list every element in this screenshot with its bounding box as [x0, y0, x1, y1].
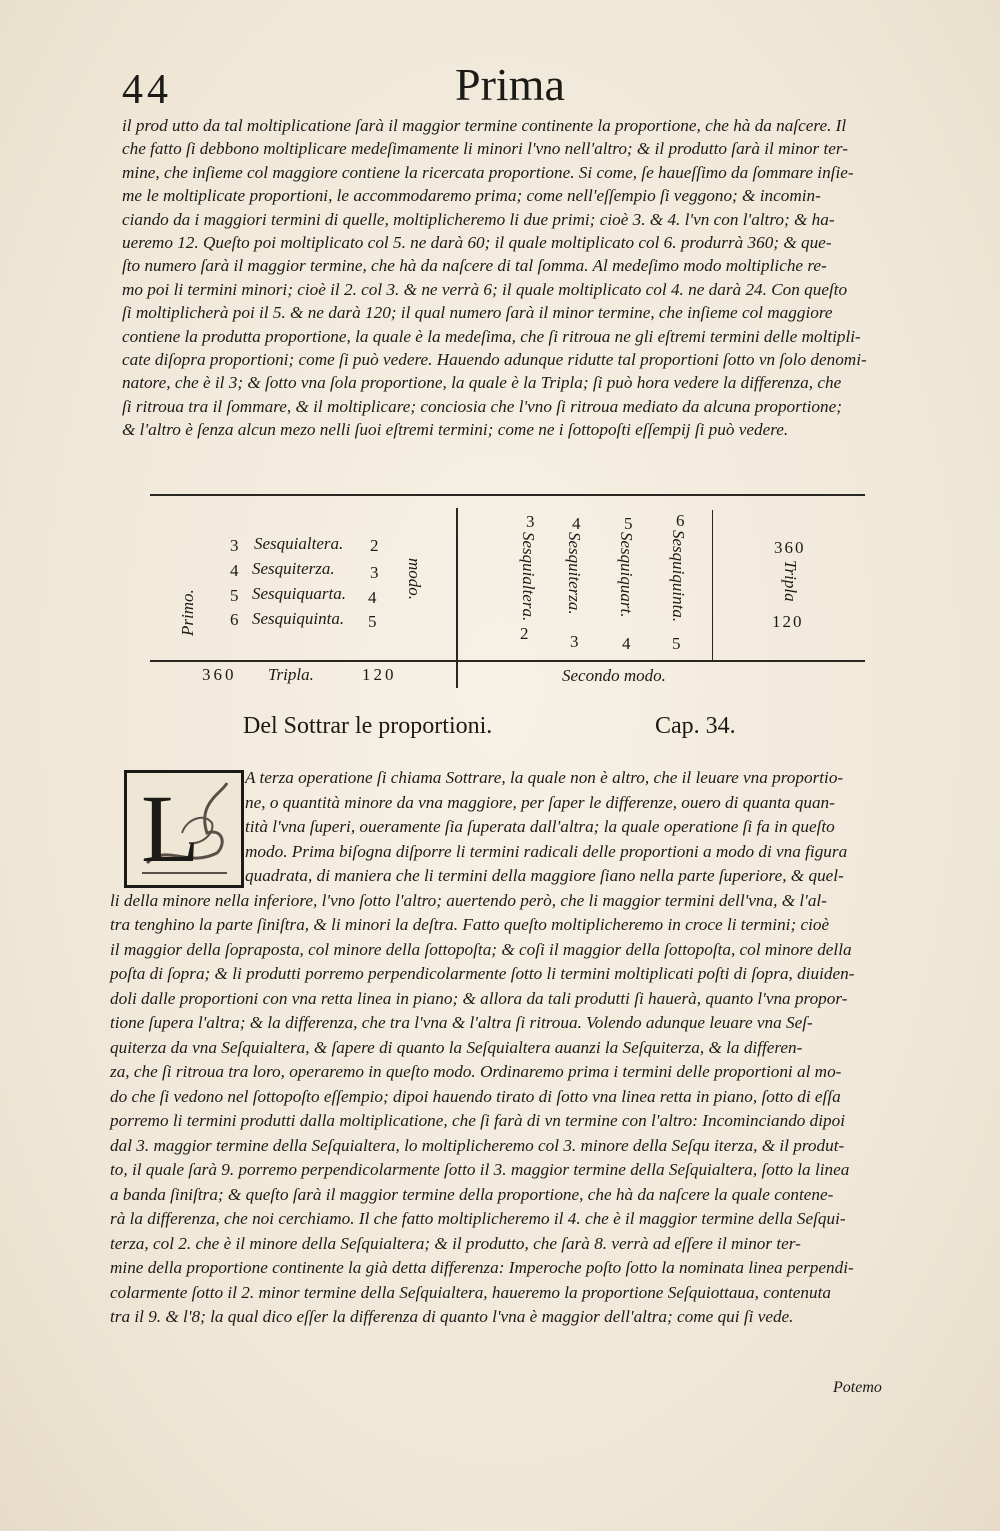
- text-line: a banda ſiniſtra; & queſto ſarà il maggior termine della proportione, che hà da naſcere la quale contene-: [110, 1184, 834, 1204]
- text-line: A terza operatione ſi chiama Sottrare, la quale non è altro, che il leuare vna proportio-: [245, 768, 844, 787]
- chapter-number: Cap. 34.: [655, 713, 736, 739]
- text-line: il maggior della ſopraposta, col minore della ſottopoſta; & coſi il maggior della ſottopoſta, col minore della: [110, 939, 852, 959]
- second-minor: 4: [622, 634, 631, 653]
- text-line: rà la differenza, che noi cerchiamo. Il che fatto moltiplicheremo il 4. che è il maggior termine della Seſqui-: [110, 1209, 846, 1228]
- first-proportion-name: Sesquiquinta.: [252, 609, 345, 628]
- second-proportion-name: Sesquiterza.: [565, 532, 584, 615]
- text-line: mine della proportione continente la già detta differenza: Imperoche poſto ſotto la nominata linea perpendi-: [110, 1258, 854, 1277]
- second-result-name: Tripla: [781, 560, 800, 602]
- paragraph-upper: [122, 114, 902, 441]
- text-line: colarmente ſotto il 2. minor termine della Seſquialtera, haueremo la proportione Seſquiottaua, contenuta: [110, 1282, 831, 1302]
- second-major: 4: [572, 514, 581, 533]
- first-result-name: Tripla.: [268, 665, 314, 684]
- second-proportion-name: Sesquiquinta.: [669, 530, 688, 623]
- second-mode-label: Secondo modo.: [562, 666, 666, 685]
- text-line: to, il quale ſarà 9. porremo perpendicolarmente ſotto il 3. maggior termine della Seſquialtera, ſotto la linea: [110, 1160, 850, 1179]
- text-line: mine, che inſieme col maggiore contiene la ricercata proportione. Si come, ſe haueſſimo da ſommare inſie-: [122, 162, 854, 182]
- text-line: contiene la produtta proportione, la quale è la medeſima, che ſi ritroua ne gli eſtremi termini delle moltipli-: [122, 326, 861, 346]
- diagram-divider: [456, 508, 458, 688]
- first-minor: 5: [368, 612, 377, 631]
- second-major: 3: [526, 512, 535, 531]
- first-major: 5: [230, 586, 239, 605]
- text-line: poſta di ſopra; & li produtti porremo perpendicolarmente ſotto li termini moltiplicati poſti di ſopra, diuiden-: [110, 964, 855, 983]
- second-minor: 3: [570, 632, 579, 651]
- text-line: za, che ſi ritroua tra loro, operaremo in queſto modo. Ordinaremo prima i termini delle proportioni al mo-: [110, 1062, 842, 1081]
- second-minor: 5: [672, 634, 681, 653]
- first-major: 6: [230, 610, 239, 629]
- text-line: modo. Prima biſogna diſporre li termini radicali delle proportioni a modo di vna figura: [245, 841, 848, 861]
- modo-label: modo.: [405, 558, 424, 601]
- first-major: 4: [230, 561, 239, 580]
- text-line: ueremo 12. Queſto poi moltiplicato col 5. ne darà 60; il quale moltiplicato col 6. produrrà 360; & que-: [122, 232, 832, 252]
- chapter-title: Del Sottrar le proportioni.: [243, 713, 493, 739]
- second-major: 6: [676, 511, 685, 530]
- first-result-major: 360: [202, 665, 237, 684]
- text-line: tra il 9. & l'8; la qual dico eſſer la differenza di quanto l'vna è maggior dell'altra; come qui ſi vede.: [110, 1307, 794, 1326]
- first-minor: 4: [368, 588, 377, 607]
- diagram-divider-right: [712, 510, 713, 660]
- primo-label: Primo.: [178, 589, 197, 636]
- second-result-minor: 120: [772, 612, 804, 631]
- text-line: & l'altro è ſenza alcun mezo nelli ſuoi eſtremi termini; come ne i ſottopoſti eſſempij ſi può vedere.: [122, 420, 789, 440]
- text-line: terza, col 2. che è il minore della Seſquialtera; & il produtto, che ſarà 8. verrà ad eſſere il minor ter-: [110, 1233, 801, 1253]
- text-line: tra tenghino la parte ſiniſtra, & li minori la deſtra. Fatto queſto moltiplicheremo in croce li termini; cioè: [110, 915, 830, 934]
- text-line: quadrata, di maniera che li termini della maggiore ſiano nella parte ſuperiore, & quel-: [245, 866, 844, 885]
- first-proportion-name: Sesquiterza.: [252, 559, 335, 578]
- first-result-minor: 120: [362, 665, 397, 684]
- second-proportion-name: Sesquialtera.: [519, 532, 538, 622]
- first-proportion-name: Sesquiquarta.: [252, 584, 346, 603]
- text-line: dal 3. maggior termine della Seſquialtera, lo moltiplicheremo col 3. minore della Seſqu iterza, & il produt-: [110, 1135, 845, 1155]
- text-line: me le moltiplicate proportioni, le accommodaremo prima; come nell'eſſempio ſi veggono; & incomin-: [122, 186, 821, 206]
- text-line: tione ſupera l'altra; & la differenza, che tra l'vna & l'altra ſi ritroua. Volendo adunque leuare vna Seſ-: [110, 1013, 813, 1032]
- text-line: porremo li termini produtti dalla moltiplicatione, che ſi farà di vn termine con l'altro: Incominciando dipoi: [110, 1111, 846, 1130]
- text-line: che fatto ſi debbono moltiplicare medeſimamente li minori l'vno nell'altro; & il produtto ſarà il minor ter-: [122, 139, 848, 159]
- text-line: ne, o quantità minore da vna maggiore, per ſaper le differenze, ouero di quanta quan-: [245, 792, 835, 812]
- text-line: ſto numero ſarà il maggior termine, che hà da naſcere di tal ſomma. Al medeſimo modo moltipliche re-: [122, 256, 827, 276]
- diagram-top-rule: [150, 494, 865, 496]
- running-head: Prima: [455, 59, 565, 110]
- first-minor: 2: [370, 536, 379, 555]
- text-line: il prod utto da tal moltiplicatione ſarà il maggior termine continente la proportione, che hà da naſcere. Il: [122, 116, 847, 135]
- text-line: doli dalle proportioni con vna retta linea in piano; & allora da tali produtti ſi hauerà, quanto l'vna propor-: [110, 988, 848, 1008]
- text-line: natore, che è il 3; & ſotto vna ſola proportione, la quale è la Tripla; ſi può hora vedere la differenza, che: [122, 373, 842, 393]
- text-line: quiterza da vna Seſquialtera, & ſapere di quanto la Seſquialtera auanzi la Seſquiterza, & la differen-: [110, 1037, 803, 1057]
- text-line: ſi ritroua tra il ſommare, & il moltiplicare; conciosia che l'vno ſi ritroua mediato da alcuna proportione;: [122, 396, 842, 416]
- diagram-bottom-rule: [150, 660, 865, 662]
- text-line: tità l'vna ſuperi, oueramente ſia ſuperata dall'altra; la quale operatione ſi fa in queſto: [245, 817, 835, 836]
- text-line: do che ſi vedono nel ſottopoſto eſſempio; dipoi hauendo tirato di ſotto vna linea retta in piano, ſotto di eſſa: [110, 1086, 841, 1106]
- text-line: ſi moltiplicherà poi il 5. & ne darà 120; il qual numero ſarà il minor termine, che inſieme col maggiore: [122, 303, 833, 323]
- text-line: mo poi li termini minori; cioè il 2. col 3. & ne verrà 6; il quale moltiplicato col 4. ne darà 24. Con queſto: [122, 279, 848, 299]
- second-result-major: 360: [774, 538, 806, 557]
- second-proportion-name: Sesquiquart.: [617, 532, 636, 618]
- first-minor: 3: [370, 563, 379, 582]
- text-line: li della minore nella inferiore, l'vno ſotto l'altro; auertendo però, che li maggior termini dell'vna, & l'al-: [110, 890, 827, 910]
- page-number: 44: [122, 67, 172, 113]
- catchword: Potemo: [833, 1379, 882, 1396]
- second-major: 5: [624, 514, 633, 533]
- second-minor: 2: [520, 624, 529, 643]
- text-line: ciando da i maggiori termini di quelle, moltiplicheremo li due primi; cioè 3. & 4. l'vn con l'altro; & ha-: [122, 209, 835, 229]
- initial-letter: L: [141, 775, 200, 882]
- text-line: cate diſopra proportioni; come ſi può vedere. Hauendo adunque ridutte tal proportioni ſotto vn ſolo denomi-: [122, 349, 867, 369]
- first-major: 3: [230, 536, 239, 555]
- first-proportion-name: Sesquialtera.: [254, 534, 344, 553]
- paragraph-lower: [110, 766, 910, 1330]
